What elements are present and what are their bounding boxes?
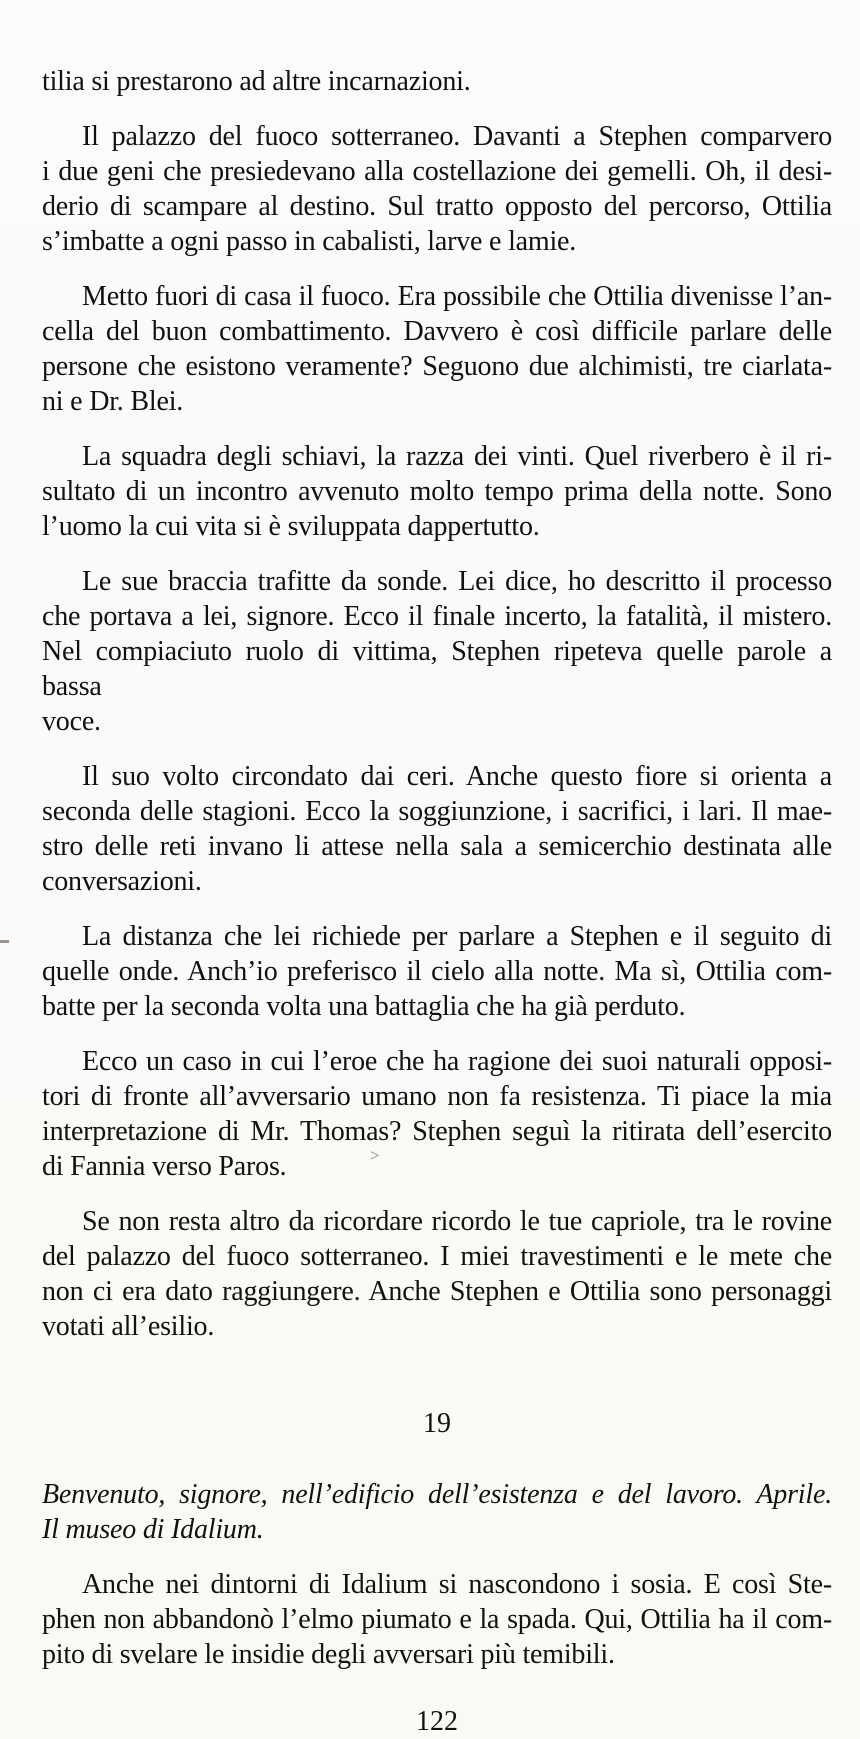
paragraph-line: Benvenuto, signore, nell’edificio dell’esistenza e del lavoro. Aprile. xyxy=(42,1479,832,1510)
paragraph xyxy=(42,759,832,899)
paragraph-line: interpretazione di Mr. Thomas? Stephen seguì la ritirata dell’esercito xyxy=(42,1116,832,1147)
paragraph-line: di Fannia verso Paros. xyxy=(42,1151,287,1182)
paragraph xyxy=(42,279,832,419)
paragraph-line: Il palazzo del fuoco sotterraneo. Davanti a Stephen comparvero xyxy=(82,121,832,152)
paragraph-line: Le sue braccia trafitte da sonde. Lei dice, ho descritto il processo xyxy=(82,566,832,597)
paragraph-line: votati all’esilio. xyxy=(42,1311,215,1342)
italic-paragraph xyxy=(42,1477,832,1547)
paragraph xyxy=(42,564,832,739)
paragraph xyxy=(42,64,832,99)
paragraph xyxy=(42,1204,832,1344)
paragraph-line: pito di svelare le insidie degli avversari più temibili. xyxy=(42,1639,615,1670)
paragraph-line: cella del buon combattimento. Davvero è così difficile parlare delle xyxy=(42,316,832,347)
paragraph xyxy=(42,119,832,259)
paragraph-line: seconda delle stagioni. Ecco la soggiunzione, i sacrifici, i lari. Il mae- xyxy=(42,796,832,827)
paragraph-line: ni e Dr. Blei. xyxy=(42,386,184,417)
paragraph-line: Anche nei dintorni di Idalium si nascondono i sosia. E così Ste- xyxy=(82,1569,832,1600)
paragraph-line: tori di fronte all’avversario umano non fa resistenza. Ti piace la mia xyxy=(42,1081,832,1112)
paragraph-line: conversazioni. xyxy=(42,866,202,897)
paragraph-line: Il suo volto circondato dai ceri. Anche questo fiore si orienta a xyxy=(82,761,832,792)
paragraph-line: Nel compiaciuto ruolo di vittima, Stephen ripeteva quelle parole a bassa xyxy=(42,636,832,702)
section-number: 19 xyxy=(423,1408,451,1439)
paragraph-line: i due geni che presiedevano alla costellazione dei gemelli. Oh, il desi- xyxy=(42,156,832,187)
paragraph-line: Metto fuori di casa il fuoco. Era possibile che Ottilia divenisse l’an- xyxy=(82,281,832,312)
print-artifact-mark: > xyxy=(370,1146,380,1165)
page-body xyxy=(42,64,832,1739)
paragraph-line: La distanza che lei richiede per parlare a Stephen e il seguito di xyxy=(82,921,832,952)
paragraph-line: quelle onde. Anch’io preferisco il cielo alla notte. Ma sì, Ottilia com- xyxy=(42,956,832,987)
paragraph-line: persone che esistono veramente? Seguono due alchimisti, tre ciarlata- xyxy=(42,351,832,382)
paragraph-line: Ecco un caso in cui l’eroe che ha ragione dei suoi naturali opposi- xyxy=(82,1046,832,1077)
paragraph-line: phen non abbandonò l’elmo piumato e la spada. Qui, Ottilia ha il com- xyxy=(42,1604,832,1635)
paragraph-line: derio di scampare al destino. Sul tratto opposto del percorso, Ottilia xyxy=(42,191,832,222)
paragraph-line: Se non resta altro da ricordare ricordo le tue capriole, tra le rovine xyxy=(82,1206,832,1237)
paragraph xyxy=(42,1567,832,1672)
paragraph xyxy=(42,919,832,1024)
paragraph-line: s’imbatte a ogni passo in cabalisti, larve e lamie. xyxy=(42,226,577,257)
paragraph-line: sultato di un incontro avvenuto molto tempo prima della notte. Sono xyxy=(42,476,832,507)
paragraph-line: l’uomo la cui vita si è sviluppata dappertutto. xyxy=(42,511,540,542)
paragraph-line: batte per la seconda volta una battaglia che ha già perduto. xyxy=(42,991,686,1022)
paragraph-line: Il museo di Idalium. xyxy=(42,1514,264,1545)
paragraph-line: non ci era dato raggiungere. Anche Stephen e Ottilia sono personaggi xyxy=(42,1276,832,1307)
paragraph-line: stro delle reti invano li attese nella sala a semicerchio destinata alle xyxy=(42,831,832,862)
paragraph-line: che portava a lei, signore. Ecco il finale incerto, la fatalità, il mistero. xyxy=(42,601,832,632)
paragraph xyxy=(42,439,832,544)
paragraph-line: del palazzo del fuoco sotterraneo. I miei travestimenti e le mete che xyxy=(42,1241,832,1272)
paragraph xyxy=(42,1044,832,1184)
print-artifact-dash xyxy=(0,940,9,943)
paragraph-line: La squadra degli schiavi, la razza dei vinti. Quel riverbero è il ri- xyxy=(82,441,832,472)
paragraph-line: voce. xyxy=(42,706,101,737)
paragraph-line: tilia si prestarono ad altre incarnazioni. xyxy=(42,66,471,97)
page-number: 122 xyxy=(416,1706,458,1737)
